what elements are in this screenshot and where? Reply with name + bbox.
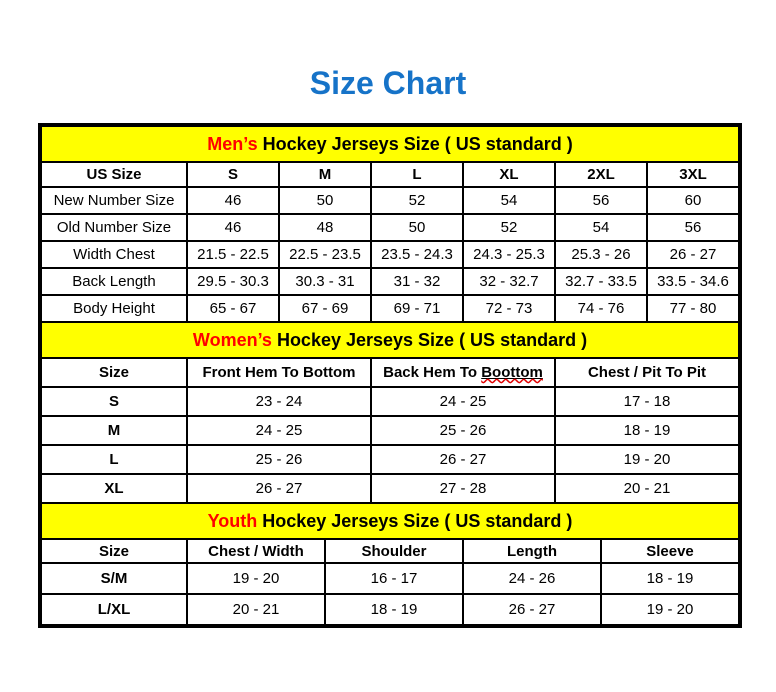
size-value: 23 - 24 — [187, 387, 371, 416]
size-value: 24 - 25 — [371, 387, 555, 416]
table-row — [41, 387, 739, 416]
row-label: S/M — [41, 563, 187, 594]
col-header: Size — [41, 539, 187, 563]
youth-size-table — [40, 502, 740, 626]
womens-section-rest: Hockey Jerseys Size ( US standard ) — [271, 329, 588, 350]
size-value: 72 - 73 — [463, 295, 555, 322]
row-label: L — [41, 445, 187, 474]
col-header: Length — [463, 539, 601, 563]
womens-size-table — [40, 321, 740, 504]
youth-section-band — [41, 503, 739, 539]
spellcheck-squiggle: Boottom — [481, 364, 543, 381]
size-value: 26 - 27 — [187, 474, 371, 503]
size-value: 65 - 67 — [187, 295, 279, 322]
size-value: 20 - 21 — [555, 474, 739, 503]
size-value: 69 - 71 — [371, 295, 463, 322]
size-value: 22.5 - 23.5 — [279, 241, 371, 268]
table-row — [41, 594, 739, 625]
table-row — [41, 241, 739, 268]
table-row — [41, 268, 739, 295]
size-value: 30.3 - 31 — [279, 268, 371, 295]
size-value: 16 - 17 — [325, 563, 463, 594]
size-value: 77 - 80 — [647, 295, 739, 322]
row-label: S — [41, 387, 187, 416]
col-header: S — [187, 162, 279, 187]
size-value: 27 - 28 — [371, 474, 555, 503]
size-value: 18 - 19 — [601, 563, 739, 594]
size-value: 32.7 - 33.5 — [555, 268, 647, 295]
table-row — [41, 187, 739, 214]
size-value: 46 — [187, 187, 279, 214]
size-value: 54 — [463, 187, 555, 214]
size-value: 29.5 - 30.3 — [187, 268, 279, 295]
table-row — [41, 214, 739, 241]
youth-section-rest: Hockey Jerseys Size ( US standard ) — [257, 510, 573, 531]
col-header: US Size — [41, 162, 187, 187]
col-header: Shoulder — [325, 539, 463, 563]
row-label: New Number Size — [41, 187, 187, 214]
mens-section-header — [41, 126, 739, 162]
back-hem-prefix: Back Hem To — [383, 364, 482, 381]
womens-section-band — [41, 322, 739, 358]
size-value: 33.5 - 34.6 — [647, 268, 739, 295]
size-value: 23.5 - 24.3 — [371, 241, 463, 268]
table-row — [41, 563, 739, 594]
youth-section-highlight: Youth — [207, 510, 258, 531]
womens-section-header — [41, 322, 739, 358]
col-header: XL — [463, 162, 555, 187]
size-value: 52 — [463, 214, 555, 241]
size-value: 46 — [187, 214, 279, 241]
size-value: 19 - 20 — [555, 445, 739, 474]
size-value: 67 - 69 — [279, 295, 371, 322]
row-label: Back Length — [41, 268, 187, 295]
womens-header-row — [41, 358, 739, 387]
table-row — [41, 295, 739, 322]
size-value: 26 - 27 — [371, 445, 555, 474]
col-header: 3XL — [647, 162, 739, 187]
mens-header-row — [41, 162, 739, 187]
row-label: M — [41, 416, 187, 445]
size-value: 26 - 27 — [647, 241, 739, 268]
size-value: 50 — [371, 214, 463, 241]
row-label: Width Chest — [41, 241, 187, 268]
table-row — [41, 416, 739, 445]
size-value: 24 - 25 — [187, 416, 371, 445]
size-value: 56 — [647, 214, 739, 241]
table-row — [41, 445, 739, 474]
col-header: Sleeve — [601, 539, 739, 563]
col-header: Front Hem To Bottom — [187, 358, 371, 387]
row-label: XL — [41, 474, 187, 503]
size-value: 17 - 18 — [555, 387, 739, 416]
mens-size-table — [40, 125, 740, 323]
youth-section-header — [41, 503, 739, 539]
row-label: L/XL — [41, 594, 187, 625]
col-header: Size — [41, 358, 187, 387]
col-header-back-hem — [371, 358, 555, 387]
size-value: 32 - 32.7 — [463, 268, 555, 295]
womens-section-highlight: Women’s — [192, 329, 272, 350]
col-header: M — [279, 162, 371, 187]
size-value: 19 - 20 — [187, 563, 325, 594]
size-value: 74 - 76 — [555, 295, 647, 322]
size-value: 54 — [555, 214, 647, 241]
size-value: 60 — [647, 187, 739, 214]
table-row — [41, 474, 739, 503]
size-value: 21.5 - 22.5 — [187, 241, 279, 268]
size-value: 19 - 20 — [601, 594, 739, 625]
col-header: L — [371, 162, 463, 187]
mens-section-highlight: Men’s — [207, 133, 258, 154]
col-header: 2XL — [555, 162, 647, 187]
size-value: 25 - 26 — [187, 445, 371, 474]
size-value: 56 — [555, 187, 647, 214]
misspelled-word — [481, 364, 543, 381]
size-value: 18 - 19 — [555, 416, 739, 445]
row-label: Body Height — [41, 295, 187, 322]
size-value: 24.3 - 25.3 — [463, 241, 555, 268]
mens-section-band — [41, 126, 739, 162]
size-value: 48 — [279, 214, 371, 241]
mens-section-rest: Hockey Jerseys Size ( US standard ) — [257, 133, 573, 154]
page-title: Size Chart — [309, 65, 467, 101]
size-value: 25 - 26 — [371, 416, 555, 445]
col-header: Chest / Width — [187, 539, 325, 563]
size-value: 52 — [371, 187, 463, 214]
col-header: Chest / Pit To Pit — [555, 358, 739, 387]
youth-header-row — [41, 539, 739, 563]
size-value: 20 - 21 — [187, 594, 325, 625]
size-value: 31 - 32 — [371, 268, 463, 295]
size-value: 50 — [279, 187, 371, 214]
row-label: Old Number Size — [41, 214, 187, 241]
size-chart — [38, 123, 742, 628]
size-value: 24 - 26 — [463, 563, 601, 594]
size-value: 18 - 19 — [325, 594, 463, 625]
size-value: 25.3 - 26 — [555, 241, 647, 268]
size-value: 26 - 27 — [463, 594, 601, 625]
